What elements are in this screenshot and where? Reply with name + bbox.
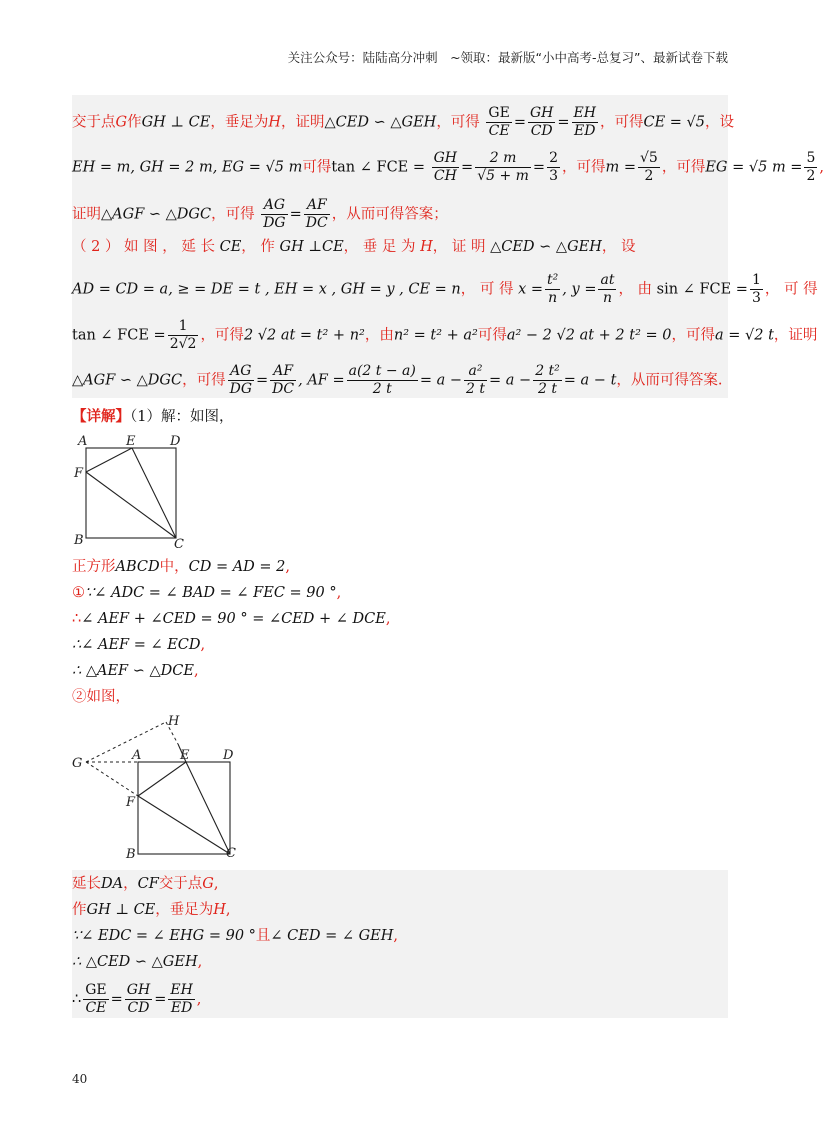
label-e: E <box>180 748 190 763</box>
proof-line-3: ∵∠ EDC = ∠ EHG = 90 °且∠ CED = ∠ GEH, <box>72 928 399 944</box>
page-number: 40 <box>72 1072 88 1086</box>
segment-fc <box>86 472 176 538</box>
label-d: D <box>223 748 234 763</box>
analysis-line-5: AD = CD = a, ≥ = DE = t , EH = x , GH = y , CE = n， 可 得 x = $\frac{\text{t²}}{n}$ , y = $\frac{at}{n}$ ， 由 sin ∠ FCE = $\frac{1}{3}$ ， 可 得 <box>72 272 818 306</box>
step-4: ∴ △AEF ∽ △DCE, <box>72 663 199 679</box>
label-c: C <box>226 846 236 861</box>
fraction: $\frac{\text{t²}}{n}$ <box>547 272 559 306</box>
label-e: E <box>126 434 136 449</box>
label-a: A <box>132 748 142 763</box>
proof-line-1: 延长DA，CF交于点G, <box>72 876 219 892</box>
segment-fe <box>86 448 132 472</box>
segment-gf-dashed <box>86 762 138 796</box>
figure-2-extended <box>68 708 248 864</box>
step-2: ∴∠ AEF + ∠CED = 90 ° = ∠CED + ∠ DCE, <box>72 611 391 627</box>
fraction: $\frac{\text{2 t²}}{2 t}$ <box>535 363 560 397</box>
label-d: D <box>170 434 181 449</box>
fraction: $\frac{EH}{ED}$ <box>170 982 193 1016</box>
fraction: $\frac{EH}{ED}$ <box>573 105 596 139</box>
figure-1-square <box>68 430 198 552</box>
segment-fe <box>138 762 186 796</box>
analysis-line-7: △AGF ∽ △DGC，可得 $\frac{AG}{DG}$ = $\frac{AF}{DC}$ , AF = $\frac{a(2 t - a)}{2 t}$ = a − $\frac{\text{a²}}{2 t}$ = a − $\frac{\text{2 t²}}{2 t}$ = a − t，从而可得答案. <box>72 363 723 397</box>
square-abcd <box>86 448 176 538</box>
fraction: $\frac{2 m}{√5 + m}$ <box>477 150 529 184</box>
proof-block <box>72 870 728 1018</box>
label-g: G <box>72 756 83 771</box>
fraction: $\frac{1}{2√2}$ <box>169 318 197 352</box>
fraction: $\frac{GH}{CH}$ <box>433 150 458 184</box>
proof-line-4: ∴ △CED ∽ △GEH, <box>72 954 203 970</box>
fraction: $\frac{GH}{CD}$ <box>126 982 151 1016</box>
label-h: H <box>168 714 180 729</box>
fraction: $\frac{at}{n}$ <box>600 272 615 306</box>
label-f: F <box>74 466 84 481</box>
analysis-line-6: tan ∠ FCE = $\frac{1}{2√2}$ ，可得2 √2 at = t² + n²，由n² = t² + a²可得a² − 2 √2 at + 2 t² = 0，可得a = √2 t，证明 <box>72 318 818 352</box>
label-c: C <box>174 537 184 552</box>
fraction: $\frac{√5}{2}$ <box>640 150 658 184</box>
label-f: F <box>126 795 136 810</box>
step-1: ①∵∠ ADC = ∠ BAD = ∠ FEC = 90 °, <box>72 585 342 601</box>
analysis-line-1: 交于点G作GH ⊥ CE，垂足为H，证明△CED ∽ △GEH，可得 $\frac{GE}{CE}$ = $\frac{GH}{CD}$ = $\frac{EH}{ED}$ ，可得CE = √5，设 <box>72 105 734 139</box>
fraction: $\frac{2}{3}$ <box>549 150 558 184</box>
step-square: 正方形ABCD中，CD = AD = 2, <box>72 559 291 575</box>
segment-gh-dashed <box>86 722 166 762</box>
fraction: $\frac{AG}{DG}$ <box>229 363 253 397</box>
fraction: $\frac{GH}{CD}$ <box>529 105 554 139</box>
fraction: $\frac{\text{a²}}{2 t}$ <box>466 363 486 397</box>
segment-ec <box>132 448 176 538</box>
step-5: ②如图， <box>72 689 130 705</box>
fraction: $\frac{AG}{DG}$ <box>263 197 286 231</box>
analysis-line-4: （ 2 ） 如 图 ， 延 长 CE， 作 GH ⊥CE， 垂 足 为 H， 证 明 △CED ∽ △GEH， 设 <box>72 239 636 255</box>
detail-heading: 【详解】（1）解：如图， <box>72 408 234 425</box>
fraction: $\frac{GE}{CE}$ <box>488 105 510 139</box>
page-header: 关注公众号：陆陆高分冲刺 ~领取：最新版“小中高考-总复习”、最新试卷下载 <box>287 50 728 65</box>
step-3: ∴∠ AEF = ∠ ECD, <box>72 637 206 653</box>
label-a: A <box>78 434 88 449</box>
fraction: $\frac{AF}{DC}$ <box>305 197 328 231</box>
fraction: $\frac{a(2 t - a)}{2 t}$ <box>348 363 416 397</box>
analysis-block <box>72 95 824 398</box>
fraction: $\frac{GE}{CE}$ <box>85 982 107 1016</box>
analysis-line-3: 证明△AGF ∽ △DGC，可得 $\frac{AG}{DG}$ = $\frac{AF}{DC}$ ，从而可得答案； <box>72 197 448 231</box>
fraction: $\frac{AF}{DC}$ <box>272 363 295 397</box>
fraction: $\frac{5}{2}$ <box>806 150 816 184</box>
proof-line-5: ∴ $\frac{GE}{CE}$ = $\frac{GH}{CD}$ = $\frac{EH}{ED}$ , <box>72 982 202 1016</box>
square-abcd <box>138 762 230 854</box>
analysis-line-2: EH = m, GH = 2 m, EG = √5 m可得tan ∠ FCE = $\frac{GH}{CH}$ = $\frac{2 m}{√5 + m}$ = $\frac{2}{3}$ ，可得m = $\frac{√5}{2}$ ，可得EG = √5 m = $\frac{5}{2}$ , <box>72 150 824 184</box>
proof-line-2: 作GH ⊥ CE，垂足为H, <box>72 902 231 918</box>
label-b: B <box>74 533 84 548</box>
fraction: $\frac{1}{3}$ <box>751 272 761 306</box>
label-b: B <box>126 847 136 862</box>
